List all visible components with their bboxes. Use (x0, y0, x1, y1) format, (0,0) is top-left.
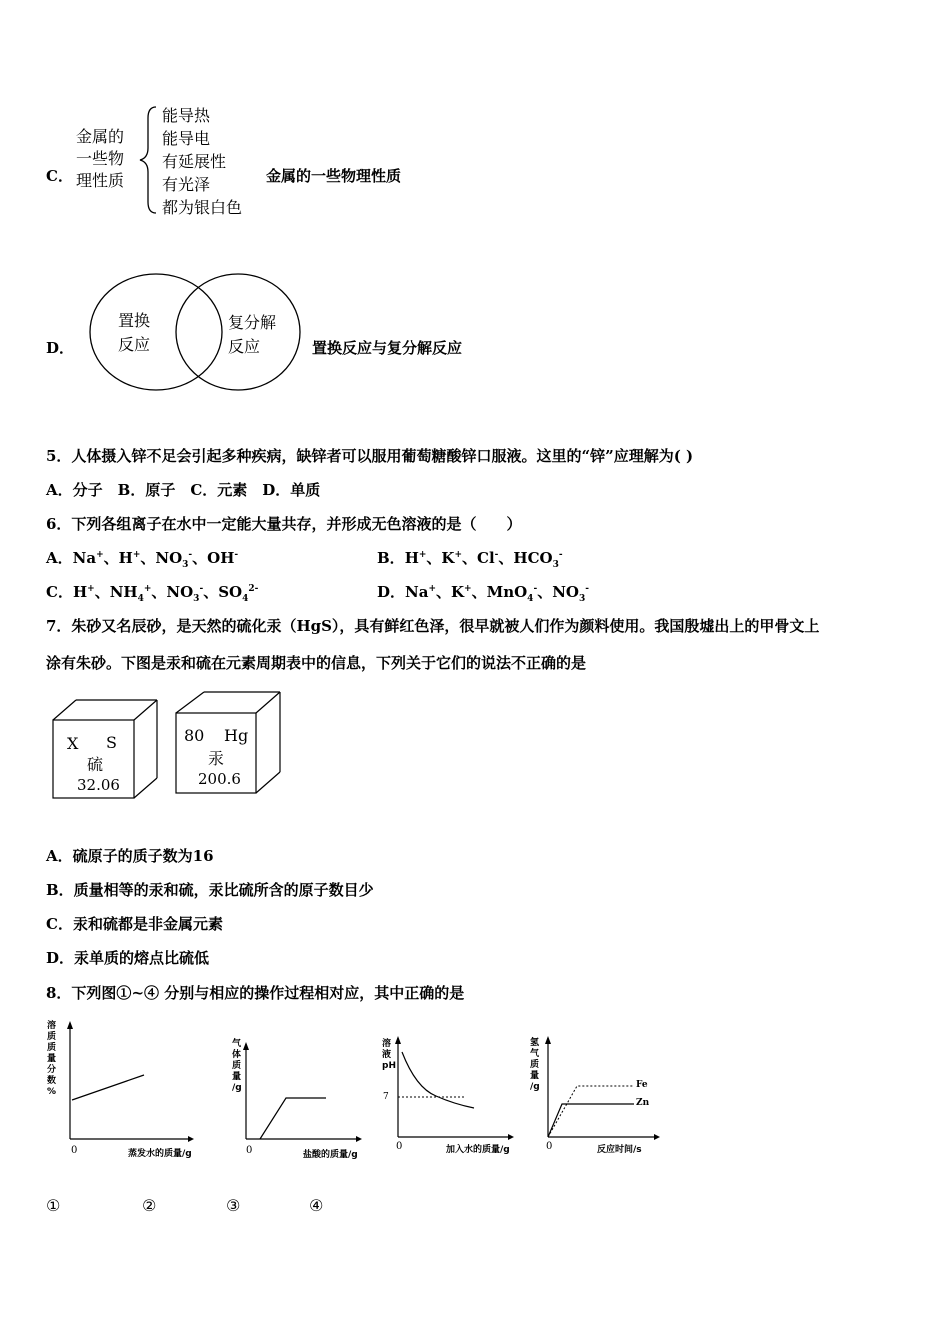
option-c-caption: 金属的一些物理性质 (266, 167, 402, 185)
title-line: 理性质 (76, 171, 125, 190)
title-line: 金属的 (76, 127, 125, 146)
graph-4-origin: 0 (546, 1141, 553, 1152)
property-item: 能导电 (162, 129, 211, 148)
ylabel-char: 气 (530, 1049, 540, 1059)
ylabel-char: 质 (530, 1060, 540, 1070)
choice-1: ① (46, 1196, 61, 1215)
ylabel-char: 溶 (382, 1039, 392, 1049)
q7-stem-line1: 7．朱砂又名辰砂，是天然的硫化汞（HgS），具有鲜红色泽，很早就被人们作为颜料使用。我国殷墟出上的甲骨文上 (46, 617, 820, 635)
choice-4: ④ (309, 1196, 324, 1215)
graph-4 (522, 1030, 672, 1145)
mercury-symbol: Hg (224, 726, 249, 745)
q7-option-a: A．硫原子的质子数为16 (46, 847, 214, 865)
q7-option-c: C．汞和硫都是非金属元素 (46, 915, 223, 933)
ylabel-char: 气 (232, 1039, 242, 1049)
ylabel-char: % (47, 1087, 57, 1097)
graph-3-ylabel (382, 1039, 396, 1072)
graph-4-ylabel (530, 1038, 540, 1093)
ylabel-char: 氢 (530, 1038, 540, 1048)
graph-4-zn-label: Zn (636, 1098, 650, 1108)
q6-c-label: C． (46, 583, 73, 601)
ylabel-char: 质 (232, 1061, 242, 1071)
choice-2: ② (142, 1196, 157, 1215)
curly-brace-icon (136, 104, 162, 216)
q7-stem-line2: 涂有朱砂。下图是汞和硫在元素周期表中的信息，下列关于它们的说法不正确的是 (46, 654, 587, 672)
q6-stem: 6．下列各组离子在水中一定能大量共存，并形成无色溶液的是（ ） (46, 515, 522, 533)
ylabel-char: /g (232, 1083, 242, 1093)
ylabel-char: 质 (47, 1043, 57, 1053)
q6-option-d: D．Na+、K+、MnO$_4$-、$NO_3^-$ (377, 583, 589, 604)
graph-1-ylabel (47, 1021, 56, 1098)
graph-2-line (260, 1098, 326, 1139)
graph-2 (222, 1038, 372, 1158)
property-item: 有延展性 (162, 152, 227, 171)
graph-4-fe-line (548, 1086, 634, 1137)
property-item: 能导热 (162, 106, 211, 125)
graph-2-ylabel (232, 1039, 242, 1094)
sulfur-name: 硫 (87, 755, 104, 774)
graph-4-fe-label: Fe (636, 1080, 648, 1090)
property-item: 都为银白色 (162, 198, 243, 217)
venn-left-line: 反应 (118, 335, 151, 354)
q7-option-b: B．质量相等的汞和硫，汞比硫所含的原子数目少 (46, 881, 374, 899)
graph-1 (40, 1015, 200, 1160)
graph-3-tick-7: 7 (383, 1092, 389, 1102)
q6-option-a: A．Na+、H+、$NO_3^-$、OH- (46, 549, 239, 570)
choice-3: ③ (226, 1196, 241, 1215)
venn-left-line: 置换 (118, 311, 151, 330)
ylabel-char: 量 (232, 1072, 242, 1082)
ylabel-char: pH (382, 1061, 396, 1071)
q7-option-d: D．汞单质的熔点比硫低 (46, 949, 210, 967)
q6-a-label: A． (46, 549, 73, 567)
option-c-label: C． (46, 167, 73, 185)
q6-b-label: B． (377, 549, 405, 567)
ylabel-char: 质 (47, 1032, 57, 1042)
ylabel-char: 量 (47, 1054, 57, 1064)
ylabel-char: 分 (47, 1065, 57, 1075)
ylabel-char: 量 (530, 1071, 540, 1081)
mercury-name: 汞 (208, 749, 225, 768)
graph-3-curve (402, 1052, 474, 1108)
ylabel-char: 数 (47, 1076, 57, 1086)
option-d-label: D． (46, 339, 75, 357)
sulfur-mass: 32.06 (77, 776, 120, 794)
venn-left-text (118, 309, 150, 357)
metal-properties-list (162, 104, 242, 219)
property-item: 有光泽 (162, 175, 211, 194)
venn-right-text (228, 311, 276, 359)
graph-2-xlabel: 盐酸的质量/g (303, 1150, 358, 1160)
ylabel-char: /g (530, 1082, 540, 1092)
q5-options: A．分子 B．原子 C．元素 D．单质 (46, 481, 321, 499)
graph-1-xlabel: 蒸发水的质量/g (128, 1149, 192, 1159)
venn-right-line: 反应 (228, 337, 261, 356)
graph-1-line (72, 1075, 144, 1100)
mercury-number: 80 (184, 726, 205, 745)
ylabel-char: 溶 (47, 1021, 57, 1031)
graph-3-origin: 0 (396, 1141, 403, 1152)
graph-3-xlabel: 加入水的质量/g (446, 1145, 510, 1155)
graph-1-origin: 0 (71, 1145, 78, 1156)
graph-2-origin: 0 (246, 1145, 253, 1156)
q6-option-b: B．H+、K+、Cl-、$HCO_3^-$ (377, 549, 563, 570)
sulfur-number: X (67, 734, 79, 753)
ylabel-char: 体 (232, 1050, 242, 1060)
graph-4-zn-line (548, 1104, 634, 1137)
venn-left-circle (90, 274, 222, 390)
q6-d-label: D． (377, 583, 406, 601)
graph-4-xlabel: 反应时间/s (597, 1145, 642, 1155)
q8-stem: 8．下列图①~④ 分别与相应的操作过程相对应，其中正确的是 (46, 984, 465, 1002)
ylabel-char: 液 (382, 1050, 392, 1060)
metal-properties-title (76, 126, 124, 192)
sulfur-symbol: S (106, 733, 117, 752)
option-d-caption: 置换反应与复分解反应 (312, 339, 463, 357)
q6-option-c: C．H+、$NH_4^+$、$NO_3^-$、$SO_4^{2-}$ (46, 583, 259, 604)
title-line: 一些物 (76, 149, 125, 168)
mercury-mass: 200.6 (198, 770, 241, 788)
venn-right-line: 复分解 (228, 313, 277, 332)
q5-stem: 5．人体摄入锌不足会引起多种疾病，缺锌者可以服用葡萄糖酸锌口服液。这里的“锌”应理解为( ) (46, 447, 694, 465)
